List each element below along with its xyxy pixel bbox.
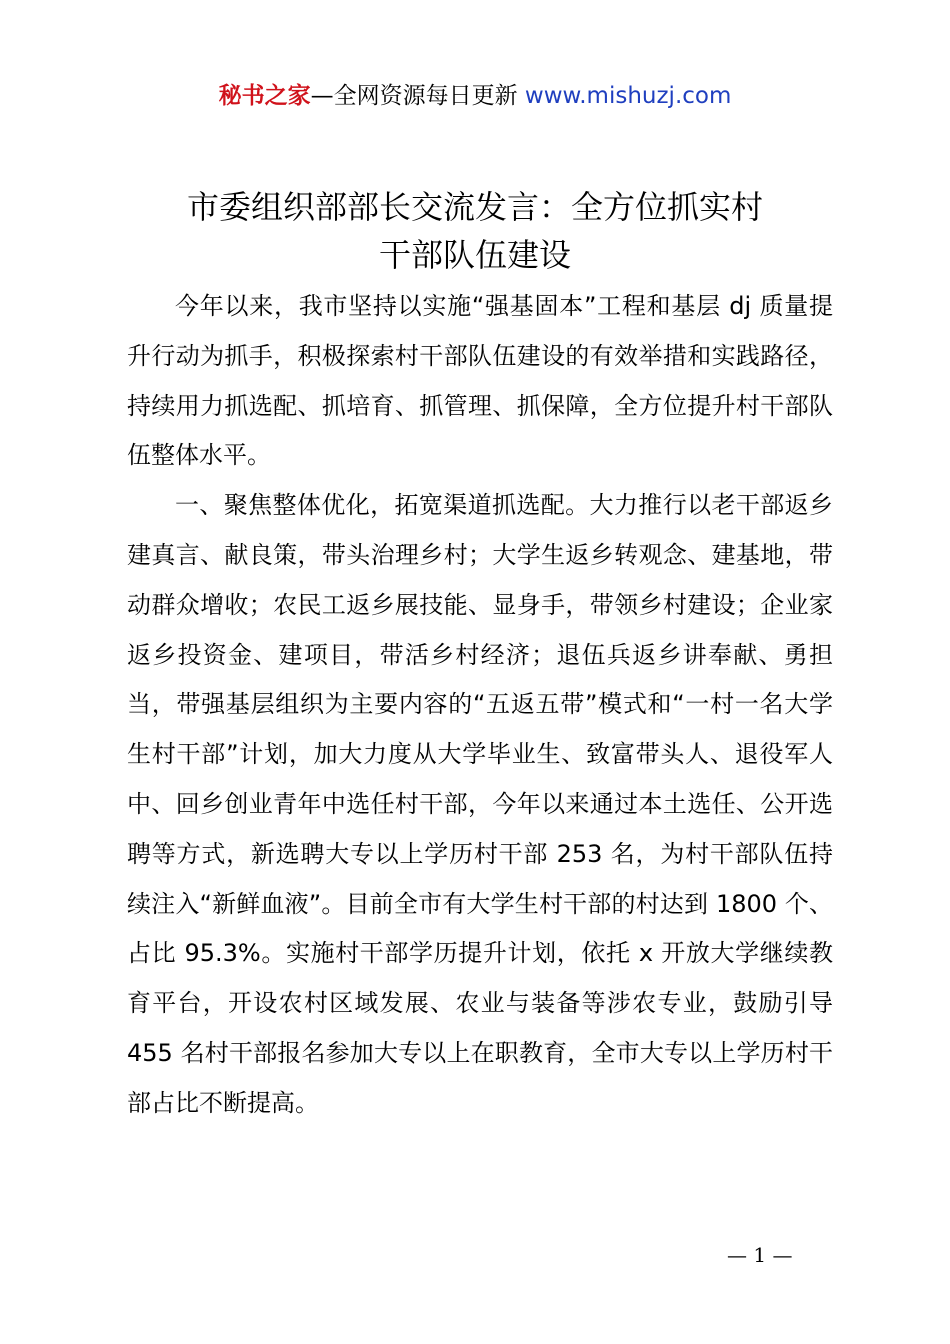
- site-url-link[interactable]: www.mishuzj.com: [524, 83, 732, 109]
- banner-slogan: 全网资源每日更新: [333, 83, 518, 109]
- paragraph-intro: 今年以来，我市坚持以实施“强基固本”工程和基层 dj 质量提升行动为抓手，积极探索村干部队伍建设的有效举措和实践路径，持续用力抓选配、抓培育、抓管理、抓保障，全方位提升村干部队伍整体水平。: [127, 292, 833, 470]
- banner-dash: —: [310, 83, 334, 109]
- document-title: [120, 183, 830, 279]
- brand-name: 秘书之家: [218, 83, 311, 109]
- title-line-2: 干部队伍建设: [378, 236, 571, 274]
- site-banner: [0, 80, 950, 112]
- title-line-1: 市委组织部部长交流发言：全方位抓实村: [186, 188, 763, 226]
- paragraph-section-1: 一、聚焦整体优化，拓宽渠道抓选配。大力推行以老干部返乡建真言、献良策，带头治理乡村；大学生返乡转观念、建基地，带动群众增收；农民工返乡展技能、显身手，带领乡村建设；企业家返乡投资金、建项目，带活乡村经济；退伍兵返乡讲奉献、勇担当，带强基层组织为主要内容的“五返五带”模式和“一村一名大学生村干部”计划，加大力度从大学毕业生、致富带头人、退役军人中、回乡创业青年中选任村干部，今年以来通过本土选任、公开选聘等方式，新选聘大专以上学历村干部 253 名，为村干部队伍持续注入“新鲜血液”。目前全市有大学生村干部的村达到 1800 个、占比 95.3%。实施村干部学历提升计划，依托 x 开放大学继续教育平台，开设农村区域发展、农业与装备等涉农专业，鼓励引导 455 名村干部报名参加大专以上在职教育，全市大专以上学历村干部占比不断提高。: [127, 491, 833, 1117]
- page-number: — 1 —: [727, 1243, 793, 1267]
- document-body: [127, 282, 833, 1129]
